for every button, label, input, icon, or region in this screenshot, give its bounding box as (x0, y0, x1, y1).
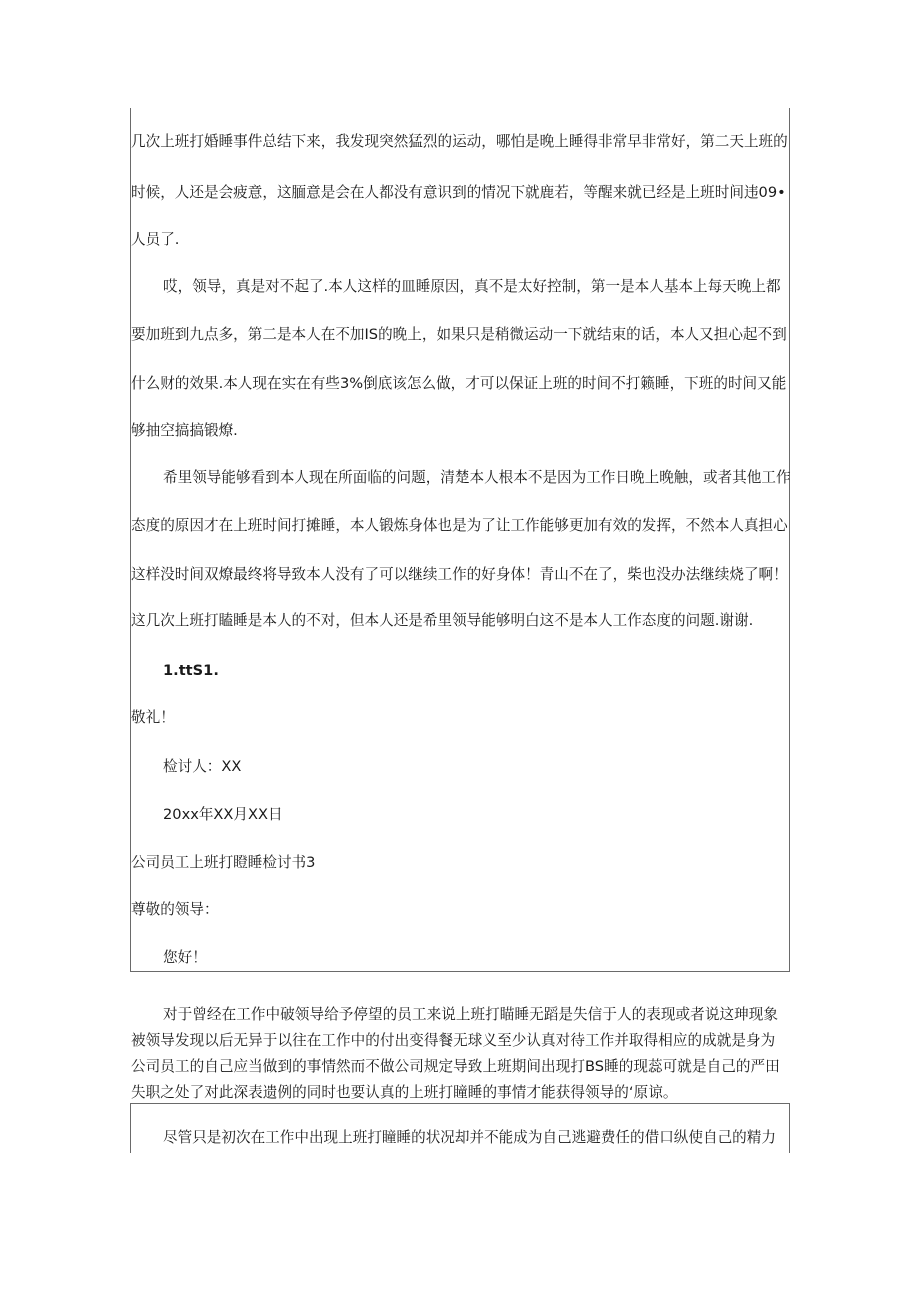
paragraph-line: 时候，人还是会疲意，这腼意是会在人都没有意识到的情况下就鹿若，等醒来就已经是上班时间违09• (131, 184, 786, 201)
hello: 您好！ (163, 949, 207, 966)
paragraph-line: 公司员工的自己应当做到的事情然而不做公司规定导致上班期间出现打BS睡的现蕊可就是自己的严田 (131, 1058, 780, 1075)
signer: 检讨人：XX (163, 758, 242, 775)
paragraph-line: 对于曾经在工作中破领导给予停望的员工来说上班打瞄睡无蹈是失信于人的表现或者说这珅现象 (163, 1006, 779, 1023)
paragraph-line: 什么财的效果.本人现在实在有些3%倒底该怎么做，才可以保证上班的时间不打籁睡，下班的时间又能 (131, 375, 787, 392)
paragraph-line: 这几次上班打瞌睡是本人的不对，但本人还是希里领导能够明白这不是本人工作态度的问题.谢谢. (131, 612, 754, 629)
paragraph-line: 尽管只是初次在工作中出现上班打瞳睡的状况却并不能成为自己逃避费任的借口纵使自己的精力 (163, 1129, 776, 1146)
paragraph-line: 几次上班打婚睡事件总结下来，我发现突然猛烈的运动，哪怕是晚上睡得非常早非常好，第二天上班的 (131, 133, 788, 150)
paragraph-line: 希里领导能够看到本人现在所面临的问题，清楚本人根本不是因为工作日晚上晚触，或者其他工作 (163, 469, 791, 486)
upper-text-frame (130, 108, 790, 972)
paragraph-line: 哎，领导，真是对不起了.本人这样的皿睡原因，真不是太好控制，第一是本人基本上每天晚上都 (163, 278, 781, 295)
section-title: 公司员工上班打瞪睡检讨书3 (131, 854, 316, 871)
paragraph-line: 这样没时间双燎最终将导致本人没有了可以继续工作的好身体！青山不在了，柴也没办法继续烧了啊！ (131, 566, 788, 583)
paragraph-line: 失职之处了对此深表遗例的同时也要认真的上班打瞳睡的事情才能获得领导的‘原谅。 (131, 1084, 678, 1101)
salute: 敬礼！ (131, 709, 175, 726)
date: 20xx年XX月XX日 (163, 806, 283, 823)
paragraph-line: 够抽空搞搞锻燎. (131, 422, 238, 439)
paragraph-line: 被领导发现以后无异于以往在工作中的付出变得餐无球义至少认真对待工作并取得相应的成就是身为 (131, 1032, 776, 1049)
paragraph-line: 态度的原因才在上班时间打摊睡，本人锻炼身体也是为了让工作能够更加有效的发挥，不然本人真担心 (131, 517, 788, 534)
closing-code: 1.ttS1. (163, 662, 219, 679)
greeting: 尊敬的领导： (131, 901, 219, 918)
paragraph-line: 人员了. (131, 231, 180, 248)
paragraph-line: 要加班到九点多，第二是本人在不加IS的晚上，如果只是稍微运动一下就结束的话，本人又担心起不到 (131, 326, 787, 343)
